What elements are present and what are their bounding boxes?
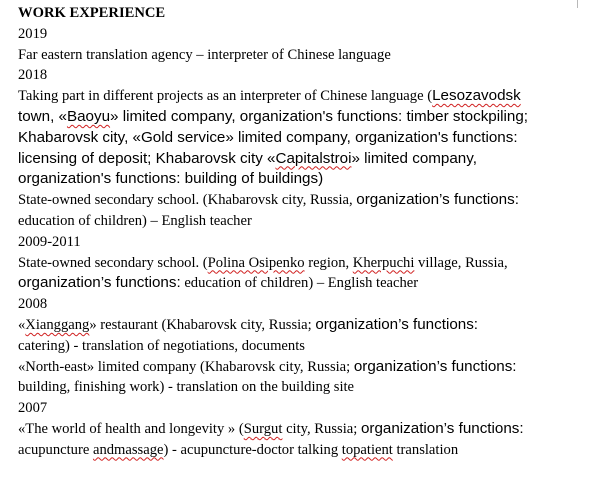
text-run: organization's functions: building of buildings) xyxy=(18,170,324,188)
spellcheck-flagged-word: Lesozavodsk xyxy=(432,87,521,105)
text-run: « xyxy=(18,316,26,333)
text-run: ) - acupuncture-doctor talking xyxy=(163,441,342,458)
spellcheck-flagged-word: Capitalstroi xyxy=(275,149,352,167)
text-line-job-2008a-line2 xyxy=(18,336,578,357)
text-line-job-2008b-line1 xyxy=(18,357,578,378)
text-line-job-2018-line4 xyxy=(18,149,578,170)
text-line-year-2018 xyxy=(18,65,578,86)
text-run: 2019 xyxy=(18,25,48,42)
text-line-job-2018-line5 xyxy=(18,169,578,190)
text-run: State-owned secondary school. ( xyxy=(18,254,208,271)
text-run: Far eastern translation agency – interpreter of Chinese language xyxy=(18,46,391,63)
text-line-job-2009-line1 xyxy=(18,253,578,274)
text-run: organization’s functions: xyxy=(356,191,519,209)
text-run: Taking part in different projects as an interpreter of Chinese language ( xyxy=(18,88,433,105)
spellcheck-flagged-word: Polina Osipenko xyxy=(207,254,305,271)
text-run: education of children) – English teacher xyxy=(18,212,252,229)
text-line-job-2009-line2 xyxy=(18,273,578,294)
text-run: licensing of deposit; Khabarovsk city « xyxy=(18,149,276,167)
text-run: 2009-2011 xyxy=(18,233,81,250)
text-run: «North-east» limited company (Khabarovsk city, Russia; xyxy=(18,358,354,375)
spellcheck-flagged-word: Baoyu xyxy=(66,107,111,125)
text-run: organization’s functions: xyxy=(360,419,524,437)
text-run: building, finishing work) - translation on the building site xyxy=(18,379,355,396)
text-run: village, Russia, xyxy=(414,254,508,271)
text-line-job-2008b-line2 xyxy=(18,377,578,398)
text-run: education of children) – English teacher xyxy=(180,275,419,292)
text-line-job-2018b-line2 xyxy=(18,211,578,232)
text-run: town, « xyxy=(18,107,67,125)
text-line-year-2009-2011 xyxy=(18,232,578,253)
text-run: 2007 xyxy=(18,400,48,417)
text-line-year-2008 xyxy=(18,294,578,315)
text-line-job-2018-line1 xyxy=(18,86,578,107)
work-experience-section xyxy=(18,3,578,461)
text-line-job-2018-line3 xyxy=(18,128,578,149)
text-run: » limited company, xyxy=(351,149,477,167)
text-run: 2008 xyxy=(18,296,48,313)
spellcheck-flagged-word: Kherpuchi xyxy=(352,254,415,271)
text-line-year-2007 xyxy=(18,398,578,419)
text-run: «The world of health and longevity » ( xyxy=(18,420,244,437)
text-run: » limited company, organization's functions: timber stockpiling; xyxy=(110,107,528,125)
text-run: Khabarovsk city, «Gold service» limited company, organization's functions: xyxy=(18,128,518,146)
text-line-job-2008a-line1 xyxy=(18,315,578,336)
spellcheck-flagged-word: andmassage xyxy=(92,441,164,458)
text-run: organization’s functions: xyxy=(353,357,517,375)
text-run: organization’s functions: xyxy=(18,274,181,292)
text-run: city, Russia; xyxy=(282,420,361,437)
text-run: 2018 xyxy=(18,67,48,84)
text-run: organization’s functions: xyxy=(315,315,479,333)
text-line-job-2007-line2 xyxy=(18,440,578,461)
experience-lines xyxy=(18,24,578,461)
spellcheck-flagged-word: Xianggang xyxy=(25,316,90,333)
text-line-job-2007-line1 xyxy=(18,419,578,440)
text-run: acupuncture xyxy=(18,441,93,458)
text-line-job-2018b-line1 xyxy=(18,190,578,211)
spellcheck-flagged-word: topatient xyxy=(341,441,393,458)
text-run: region, xyxy=(304,254,353,271)
text-line-year-2019 xyxy=(18,24,578,45)
text-run: catering) - translation of negotiations, documents xyxy=(18,337,305,354)
section-heading: WORK EXPERIENCE xyxy=(18,5,166,21)
text-line-job-2019 xyxy=(18,45,578,66)
text-run: State-owned secondary school. (Khabarovsk city, Russia, xyxy=(18,192,357,209)
spellcheck-flagged-word: Surgut xyxy=(243,420,283,437)
text-line-job-2018-line2 xyxy=(18,107,578,128)
text-run: translation xyxy=(392,441,459,458)
text-run: » restaurant (Khabarovsk city, Russia; xyxy=(89,316,316,333)
